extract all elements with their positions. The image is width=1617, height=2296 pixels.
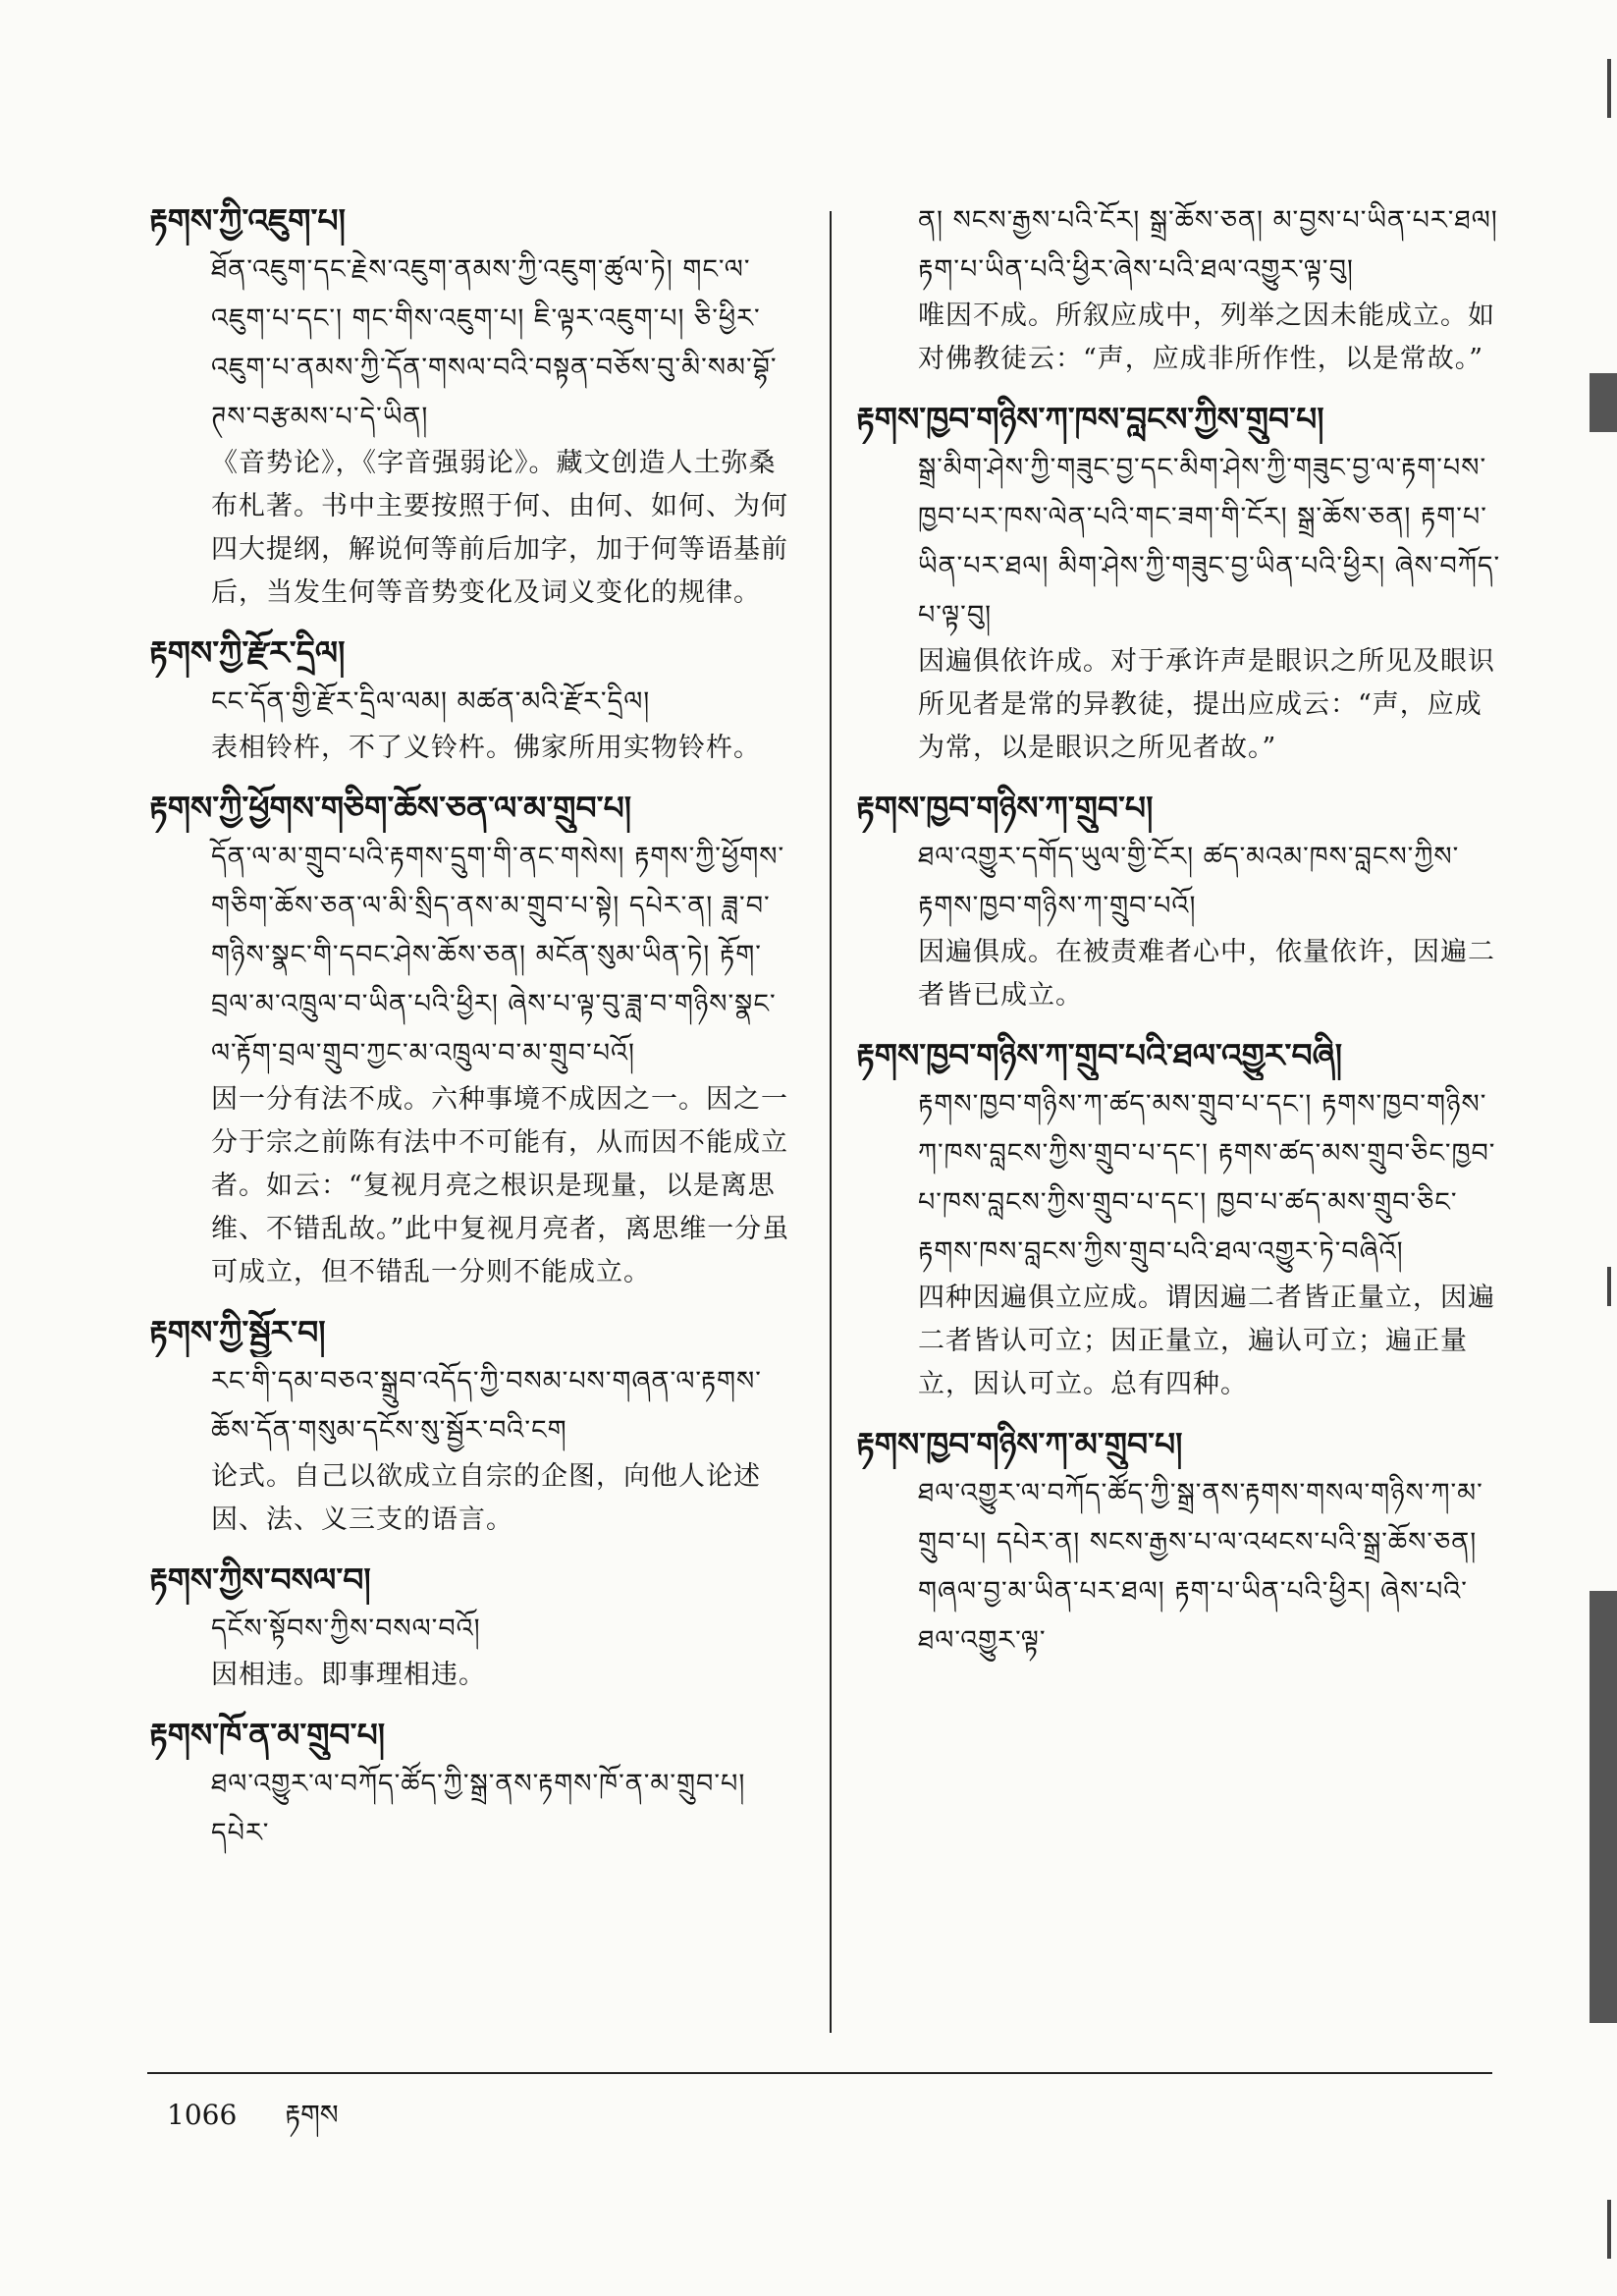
entry-tibetan-definition: ཐལ་འགྱུར་ལ་བཀོད་ཚོད་ཀྱི་སྒྲ་ནས་རྟགས་ཁོ་ན་མ་གྲུབ་པ། དཔེར་ xyxy=(211,1769,746,1848)
left-column xyxy=(149,196,795,1872)
entry-chinese-definition: 四种因遍俱立应成。谓因遍二者皆正量立，因遍二者皆认可立；因正量立，遍认可立；遍正量立，因认可立。总有四种。 xyxy=(918,1283,1495,1399)
entry-chinese-definition: 因遍俱依许成。对于承许声是眼识之所见及眼识所见者是常的异教徒，提出应成云：“声，应成为常，以是眼识之所见者故。” xyxy=(918,646,1495,763)
entry-tibetan-definition: ཐལ་འགྱུར་དགོད་ཡུལ་གྱི་ངོར། ཚད་མའམ་ཁས་བླངས་ཀྱིས་རྟགས་ཁྱབ་གཉིས་ཀ་གྲུབ་པའོ། xyxy=(918,842,1460,921)
dictionary-entry xyxy=(856,784,1502,1017)
dictionary-entry xyxy=(856,395,1502,770)
dictionary-entry xyxy=(149,784,795,1294)
entry-headword: རྟགས་ཁྱབ་གཉིས་ཀ་ཁས་བླངས་ཀྱིས་གྲུབ་པ། xyxy=(856,400,1324,438)
dictionary-entry xyxy=(149,1556,795,1697)
entry-tibetan-definition: ངང་དོན་གྱི་རྫོར་དྲིལ་ལམ། མཚན་མའི་རྫོར་དྲིལ། xyxy=(211,686,651,717)
entry-chinese-definition: 因遍俱成。在被责难者心中，依量依许，因遍二者皆已成立。 xyxy=(918,937,1495,1011)
dictionary-entry xyxy=(856,1420,1502,1666)
dictionary-entry xyxy=(149,1308,795,1542)
entry-chinese-definition: 因相违。即事理相违。 xyxy=(211,1660,486,1690)
page-number: 1066 xyxy=(167,2099,238,2131)
entry-headword: རྟགས་ཀྱིས་བསལ་བ། xyxy=(149,1560,371,1599)
dictionary-entry-continued xyxy=(864,196,1502,381)
entry-tibetan-definition: སྒྲ་མིག་ཤེས་ཀྱི་གཟུང་བྱ་དང་མིག་ཤེས་ཀྱི་གཟུང་བྱ་ལ་རྟག་པས་ཁྱབ་པར་ཁས་ལེན་པའི་གང་ཟག་གི་ངོར། སྒྲ་ཆོས་ཅན། རྟག་པ་ཡིན་པར་ཐལ། མིག་ཤེས་ཀྱི་གཟུང་བྱ་ཡིན་པའི་ཕྱིར། ཞེས་བཀོད་པ་ལྟ་བུ། xyxy=(918,453,1501,630)
dictionary-entry xyxy=(149,1711,795,1858)
entry-headword: རྟགས་ཀྱི་ཕྱོགས་གཅིག་ཆོས་ཅན་ལ་མ་གྲུབ་པ། xyxy=(149,789,632,827)
entry-headword: རྟགས་ཁྱབ་གཉིས་ཀ་མ་གྲུབ་པ། xyxy=(856,1425,1183,1463)
entry-tibetan-definition: ཐལ་འགྱུར་ལ་བཀོད་ཚོད་ཀྱི་སྒྲ་ནས་རྟགས་གསལ་གཉིས་ཀ་མ་གྲུབ་པ། དཔེར་ན། སངས་རྒྱས་པ་ལ་འཕངས་པའི་སྒྲ་ཆོས་ཅན། གཞལ་བྱ་མ་ཡིན་པར་ཐལ། རྟག་པ་ཡིན་པའི་ཕྱིར། ཞེས་པའི་ཐལ་འགྱུར་ལྟ་ xyxy=(918,1478,1483,1656)
dictionary-entry xyxy=(856,1031,1502,1406)
entry-headword: རྟགས་ཁྱབ་གཉིས་ཀ་གྲུབ་པ། xyxy=(856,789,1154,827)
entry-headword: རྟགས་ཀྱི་སྦྱོར་བ། xyxy=(149,1313,326,1351)
entry-chinese-definition: 因一分有法不成。六种事境不成因之一。因之一分于宗之前陈有法中不可能有，从而因不能成立者。如云：“复视月亮之根识是现量，以是离思维、不错乱故。”此中复视月亮者，离思维一分虽可成立，但不错乱一分则不能成立。 xyxy=(211,1084,790,1287)
dictionary-entry xyxy=(149,629,795,770)
scan-edge-mark xyxy=(1590,373,1617,432)
entry-tibetan-definition: ན། སངས་རྒྱས་པའི་ངོར། སྒྲ་ཆོས་ཅན། མ་བྱས་པ་ཡིན་པར་ཐལ། རྟག་པ་ཡིན་པའི་ཕྱིར་ཞེས་པའི་ཐལ་འགྱུར་ལྟ་བུ། xyxy=(918,205,1498,285)
entry-chinese-definition: 《音势论》，《字音强弱论》。藏文创造人土弥桑布札著。书中主要按照于何、由何、如何、为何四大提纲，解说何等前后加字，加于何等语基前后，当发生何等音势变化及词义变化的规律。 xyxy=(211,448,788,608)
entry-headword: རྟགས་ཀྱི་འཇུག་པ། xyxy=(149,201,346,240)
dictionary-entry xyxy=(149,196,795,615)
entry-tibetan-definition: དོན་ལ་མ་གྲུབ་པའི་རྟགས་དྲུག་གི་ནང་གསེས། རྟགས་ཀྱི་ཕྱོགས་གཅིག་ཆོས་ཅན་ལ་མི་སྲིད་ནས་མ་གྲུབ་པ་སྟེ། དཔེར་ན། ཟླ་བ་གཉིས་སྣང་གི་དབང་ཤེས་ཆོས་ཅན། མངོན་སུམ་ཡིན་ཏེ། རྟོག་བྲལ་མ་འཁྲུལ་བ་ཡིན་པའི་ཕྱིར། ཞེས་པ་ལྟ་བུ་ཟླ་བ་གཉིས་སྣང་ལ་རྟོག་བྲལ་གྲུབ་ཀྱང་མ་འཁྲུལ་བ་མ་གྲུབ་པའོ། xyxy=(211,842,785,1068)
entry-tibetan-definition: རང་གི་དམ་བཅའ་སྒྲུབ་འདོད་ཀྱི་བསམ་པས་གཞན་ལ་རྟགས་ཆོས་དོན་གསུམ་དངོས་སུ་སྦྱོར་བའི་ངག xyxy=(211,1366,762,1446)
page-footer xyxy=(167,2084,378,2161)
right-column xyxy=(856,196,1502,1679)
scan-edge-dot xyxy=(1607,2200,1611,2259)
scan-edge-mark xyxy=(1590,1591,1617,2023)
entry-chinese-definition: 唯因不成。所叙应成中，列举之因未能成立。如对佛教徒云：“声，应成非所作性，以是常故。” xyxy=(918,301,1495,374)
entry-chinese-definition: 表相铃杵，不了义铃杵。佛家所用实物铃杵。 xyxy=(211,733,761,763)
scan-edge-dot xyxy=(1607,1267,1611,1306)
entry-headword: རྟགས་ཁྱབ་གཉིས་ཀ་གྲུབ་པའི་ཐལ་འགྱུར་བཞི། xyxy=(856,1036,1343,1074)
entry-headword: རྟགས་ཁོ་ན་མ་གྲུབ་པ། xyxy=(149,1716,386,1754)
scan-edge-dot xyxy=(1607,59,1611,118)
column-divider xyxy=(830,211,832,2033)
entry-chinese-definition: 论式。自己以欲成立自宗的企图，向他人论述因、法、义三支的语言。 xyxy=(211,1461,761,1535)
entry-tibetan-definition: ཐོན་འཇུག་དང་རྗེས་འཇུག་ནམས་ཀྱི་འཇུག་ཚུལ་ཏེ། གང་ལ་འཇུག་པ་དང་། གང་གིས་འཇུག་པ། ཇི་ལྟར་འཇུག་པ། ཅི་ཕྱིར་འཇུག་པ་ནམས་ཀྱི་དོན་གསལ་བའི་བསྟན་བཅོས་བུ་མི་སམ་བྷོ་ཊས་བརྩམས་པ་དེ་ཡིན། xyxy=(211,254,778,432)
entry-tibetan-definition: རྟགས་ཁྱབ་གཉིས་ཀ་ཚད་མས་གྲུབ་པ་དང་། རྟགས་ཁྱབ་གཉིས་ཀ་ཁས་བླངས་ཀྱིས་གྲུབ་པ་དང་། རྟགས་ཚད་མས་གྲུབ་ཅིང་ཁྱབ་པ་ཁས་བླངས་ཀྱིས་གྲུབ་པ་དང་། ཁྱབ་པ་ཚད་མས་གྲུབ་ཅིང་རྟགས་ཁས་བླངས་ཀྱིས་གྲུབ་པའི་ཐལ་འགྱུར་ཏེ་བཞིའོ། xyxy=(918,1089,1496,1267)
entry-tibetan-definition: དངོས་སྟོབས་ཀྱིས་བསལ་བའོ། xyxy=(211,1613,481,1644)
entry-headword: རྟགས་ཀྱི་རྫོར་དྲིལ། xyxy=(149,633,346,672)
running-head: རྟགས xyxy=(285,2099,339,2131)
footer-rule xyxy=(147,2072,1492,2074)
